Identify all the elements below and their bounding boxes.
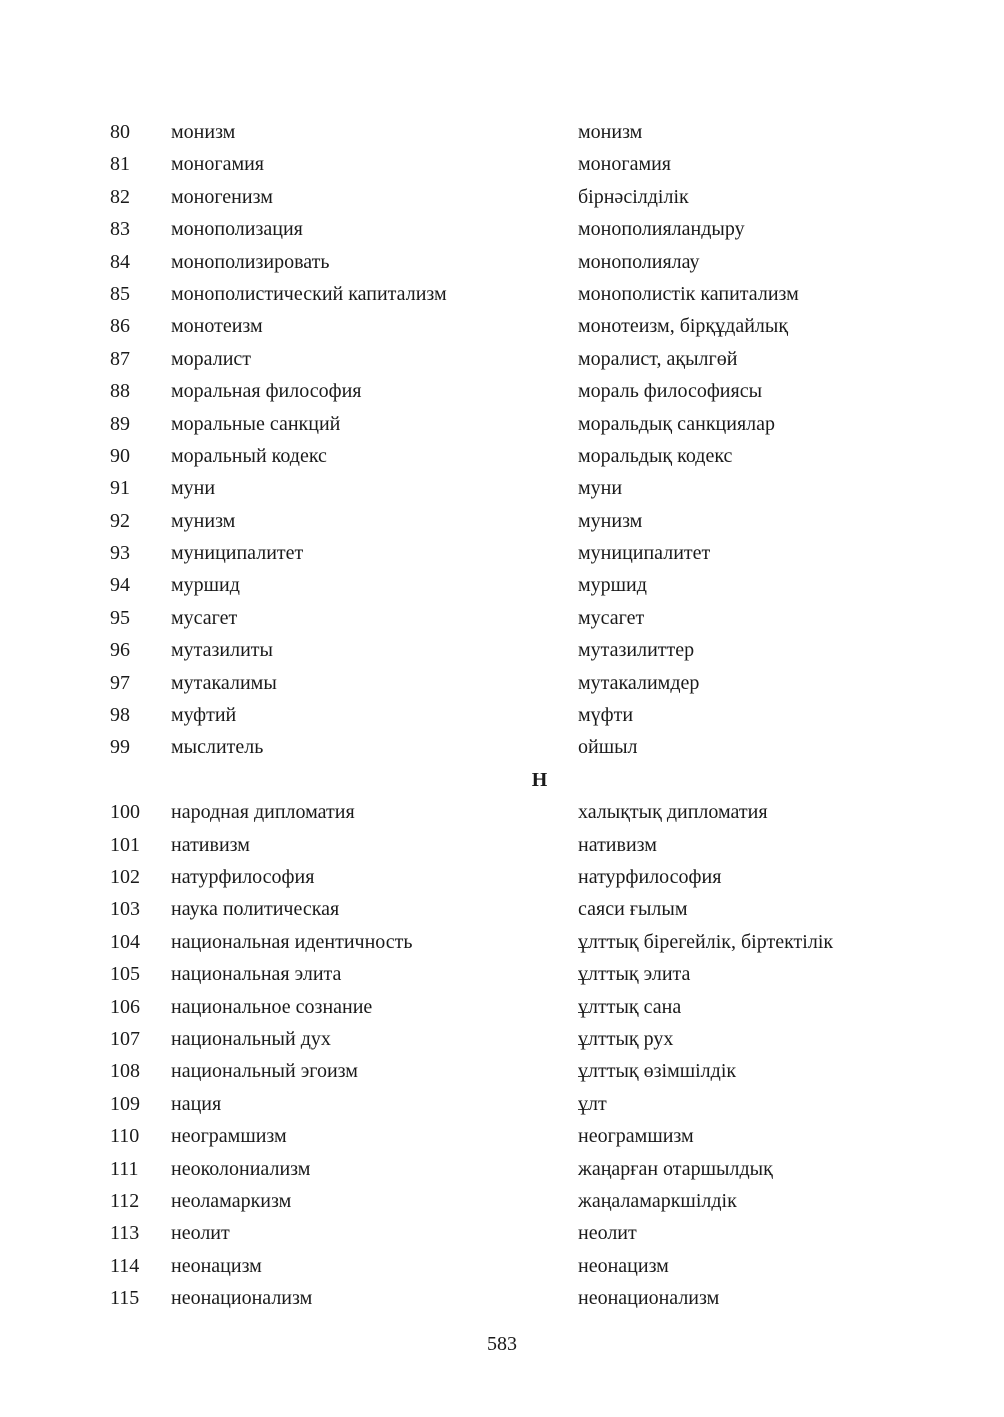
entry-number: 82 [110,185,130,208]
kazakh-term: моральдық санкциялар [578,412,776,435]
russian-term: национальное сознание [171,995,373,1018]
kazakh-term: бірнәсілділік [578,185,689,208]
glossary-row [0,310,1004,342]
kazakh-term: моногамия [578,153,671,176]
kazakh-term: мутазилиттер [578,639,695,662]
kazakh-term: жаңарған отаршылдық [578,1157,773,1180]
glossary-row [0,537,1004,569]
entry-number: 97 [110,671,130,694]
russian-term: мутакалимы [171,671,277,694]
kazakh-term: мүфти [578,704,634,727]
kazakh-term: моралист, ақылгөй [578,347,738,370]
russian-term: моногенизм [171,185,273,208]
russian-term: мыслитель [171,736,264,759]
russian-term: неоламаркизм [171,1189,292,1212]
entry-number: 87 [110,347,130,370]
glossary-row [0,1023,1004,1055]
russian-term: моральная философия [171,380,362,403]
entry-number: 81 [110,153,130,176]
glossary-row [0,731,1004,763]
entry-number: 83 [110,218,130,241]
kazakh-term: монотеизм, бірқұдайлық [578,315,789,338]
glossary-row [0,246,1004,278]
glossary-row [0,829,1004,861]
kazakh-term: ұлт [578,1092,607,1115]
kazakh-term: нативизм [578,833,657,856]
kazakh-term: моральдық кодекс [578,444,733,467]
kazakh-term: халықтық дипломатия [578,801,768,824]
kazakh-term: мунизм [578,509,643,532]
russian-term: муршид [171,574,240,597]
entry-number: 115 [110,1287,140,1310]
entry-number: 91 [110,477,130,500]
entry-number: 104 [110,930,140,953]
glossary-row [0,893,1004,925]
entry-number: 93 [110,542,130,565]
russian-term: неоколониализм [171,1157,311,1180]
glossary-row [0,116,1004,148]
page-number: 583 [487,1333,517,1355]
kazakh-term: монополиялау [578,250,700,273]
kazakh-term: мусагет [578,606,645,629]
glossary-row [0,1217,1004,1249]
entry-number: 95 [110,606,130,629]
russian-term: нативизм [171,833,250,856]
russian-term: муниципалитет [171,542,304,565]
glossary-row [0,213,1004,245]
kazakh-term: ұлттық сана [578,995,682,1018]
kazakh-term: неонационализм [578,1287,720,1310]
russian-term: монотеизм [171,315,263,338]
russian-term: монизм [171,121,236,143]
glossary-row [0,1088,1004,1120]
kazakh-term: саяси ғылым [578,898,688,921]
glossary-row [0,1282,1004,1314]
entry-number: 84 [110,250,130,273]
entry-number: 114 [110,1254,140,1277]
glossary-row [0,991,1004,1023]
glossary-row [0,472,1004,504]
kazakh-term: муршид [578,574,647,597]
russian-term: национальная идентичность [171,930,413,953]
russian-term: нация [171,1092,222,1115]
glossary-row [0,1250,1004,1282]
russian-term: моральные санкций [171,412,341,435]
glossary-row [0,375,1004,407]
russian-term: монополизировать [171,250,330,273]
entry-number: 88 [110,380,130,403]
glossary-row [0,1055,1004,1087]
kazakh-term: мораль философиясы [578,380,763,403]
russian-term: национальная элита [171,963,342,986]
russian-term: национальный дух [171,1027,331,1050]
entry-number: 111 [110,1157,139,1180]
russian-term: моногамия [171,153,264,176]
kazakh-term: ұлттық элита [578,963,691,986]
russian-term: натурфилософия [171,865,315,888]
kazakh-term: жаңаламаркшілдік [578,1189,737,1212]
entry-number: 110 [110,1125,140,1148]
kazakh-term: монополистік капитализм [578,282,799,305]
kazakh-term: монополияландыру [578,218,745,241]
glossary-row [0,440,1004,472]
glossary-row [0,699,1004,731]
russian-term: наука политическая [171,898,340,921]
entry-number: 106 [110,995,140,1018]
russian-term: национальный эгоизм [171,1060,358,1083]
glossary-row [0,861,1004,893]
russian-term: неонацизм [171,1254,262,1277]
russian-term: мунизм [171,509,236,532]
glossary-row [0,408,1004,440]
glossary-row [0,796,1004,828]
entry-number: 86 [110,315,130,338]
entry-number: 112 [110,1189,140,1212]
entry-number: 101 [110,833,140,856]
glossary-row [0,505,1004,537]
entry-number: 90 [110,444,130,467]
entry-number: 108 [110,1060,140,1083]
entry-number: 103 [110,898,140,921]
kazakh-term: ұлттық бірегейлік, біртектілік [578,930,834,953]
russian-term: муфтий [171,704,237,727]
entry-number: 85 [110,282,130,305]
glossary-row [0,278,1004,310]
russian-term: мутазилиты [171,639,273,662]
kazakh-term: неограмшизм [578,1125,694,1148]
glossary-row [0,148,1004,180]
glossary-row [0,1153,1004,1185]
russian-term: монополизация [171,218,303,241]
russian-term: монополистический капитализм [171,282,447,305]
entry-number: 98 [110,704,130,727]
entry-number: 99 [110,736,130,759]
glossary-row [0,1120,1004,1152]
entry-number: 89 [110,412,130,435]
glossary-row [0,569,1004,601]
glossary-table [0,116,1004,1314]
glossary-row [0,958,1004,990]
russian-term: моральный кодекс [171,444,327,467]
kazakh-term: монизм [578,121,643,143]
kazakh-term: ұлттық өзімшілдік [578,1060,737,1083]
kazakh-term: неонацизм [578,1254,669,1277]
kazakh-term: неолит [578,1222,637,1245]
entry-number: 109 [110,1092,140,1115]
kazakh-term: муни [578,477,623,500]
glossary-row [0,634,1004,666]
kazakh-term: ұлттық рух [578,1027,674,1050]
entry-number: 105 [110,963,140,986]
entry-number: 92 [110,509,130,532]
entry-number: 96 [110,639,130,662]
kazakh-term: мутакалимдер [578,671,700,694]
kazakh-term: муниципалитет [578,542,711,565]
russian-term: неограмшизм [171,1125,287,1148]
glossary-row [0,667,1004,699]
entry-number: 102 [110,865,140,888]
glossary-row [0,602,1004,634]
kazakh-term: натурфилософия [578,865,722,888]
entry-number: 100 [110,801,140,824]
section-letter-heading: Н [531,768,548,791]
kazakh-term: ойшыл [578,736,638,759]
glossary-row [0,343,1004,375]
russian-term: неонационализм [171,1287,313,1310]
entry-number: 107 [110,1027,140,1050]
entry-number: 80 [110,121,130,143]
glossary-row [0,181,1004,213]
entry-number: 113 [110,1222,140,1245]
entry-number: 94 [110,574,130,597]
glossary-row [0,926,1004,958]
glossary-row [0,1185,1004,1217]
russian-term: муни [171,477,216,500]
russian-term: моралист [171,347,252,370]
russian-term: народная дипломатия [171,801,355,824]
russian-term: неолит [171,1222,230,1245]
russian-term: мусагет [171,606,238,629]
